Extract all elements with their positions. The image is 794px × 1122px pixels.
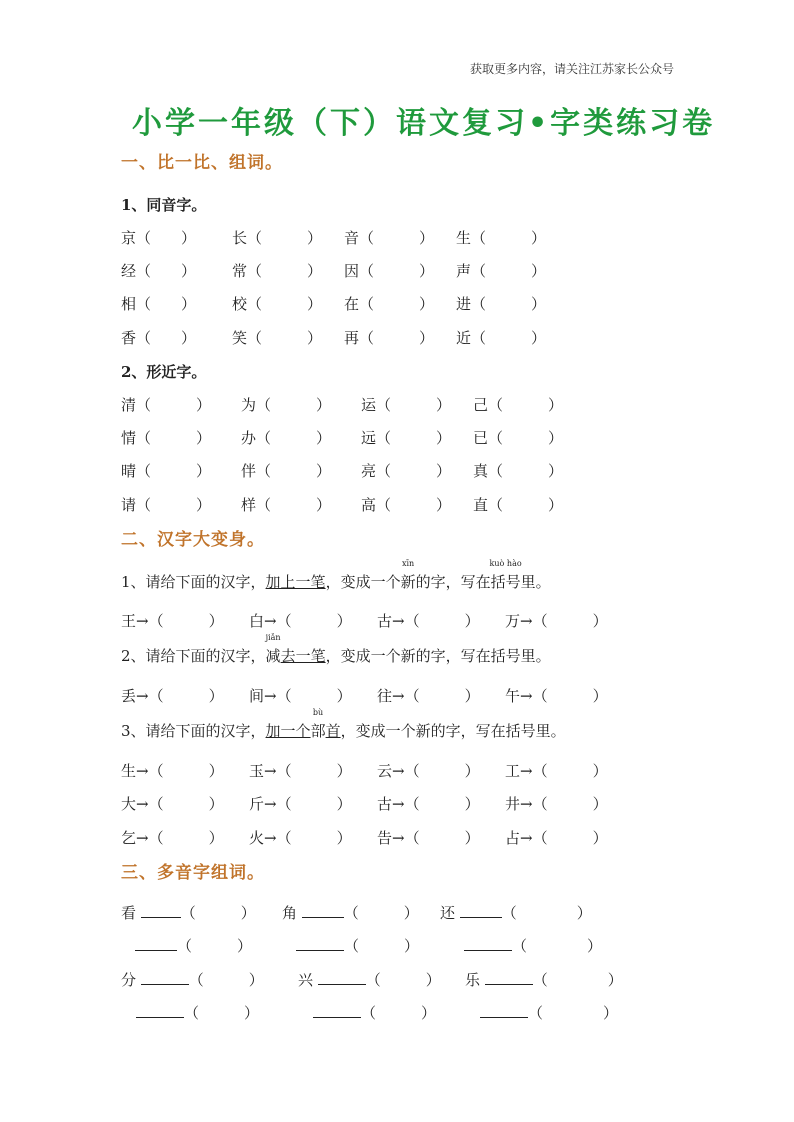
polyphone-entry [480, 1002, 618, 1023]
pinyin: jiǎn [265, 633, 281, 642]
similar-char-item: 直（ ） [473, 496, 564, 514]
answer-blank[interactable] [141, 970, 189, 985]
instruction-text: 1、请给下面的汉字， [121, 573, 266, 591]
polyphone-char: 还 [440, 904, 456, 922]
polyphone-entry [135, 935, 252, 956]
homophone-item: 因（ ） [344, 262, 435, 280]
paren: （ ） [180, 904, 256, 922]
hanzi: 去一笔 [280, 647, 326, 665]
instruction-1 [121, 559, 551, 592]
page-title: 小学一年级（下）语文复习•字类练习卷 [132, 106, 716, 141]
hanzi: 减 [265, 647, 281, 665]
polyphone-entry [136, 1002, 259, 1023]
homophone-item: 校（ ） [232, 295, 323, 313]
answer-blank[interactable] [302, 903, 344, 918]
pinyin-annotated-char [310, 708, 326, 741]
answer-blank[interactable] [318, 970, 366, 985]
similar-char-item: 已（ ） [473, 429, 564, 447]
answer-blank[interactable] [313, 1003, 361, 1018]
paren: （ ） [344, 937, 420, 955]
transform-item: 往→（ ） [377, 687, 480, 705]
section-2-heading: 二、汉字大变身。 [121, 530, 265, 550]
polyphone-entry [296, 935, 419, 956]
polyphone-char: 分 [121, 971, 137, 989]
answer-blank[interactable] [136, 1003, 184, 1018]
similar-char-item: 办（ ） [241, 429, 332, 447]
section-3-heading: 三、多音字组词。 [121, 863, 265, 883]
homophone-item: 近（ ） [456, 329, 547, 347]
transform-item: 古→（ ） [377, 612, 480, 630]
emphasis-text [265, 708, 341, 740]
similar-char-item: 情（ ） [121, 429, 212, 447]
similar-char-item: 高（ ） [361, 496, 452, 514]
instruction-3 [121, 708, 566, 741]
polyphone-char: 看 [121, 904, 137, 922]
homophone-item: 再（ ） [344, 329, 435, 347]
pinyin: bù [312, 708, 324, 717]
paren: （ ） [532, 971, 623, 989]
polyphone-entry [282, 902, 419, 923]
instruction-text: 里。 [520, 573, 551, 591]
hanzi: 新 [400, 573, 416, 591]
part-1-label: 1、同音字。 [121, 196, 207, 214]
homophone-item: 常（ ） [232, 262, 323, 280]
transform-item: 古→（ ） [377, 795, 480, 813]
pinyin-annotated-char [265, 633, 281, 666]
transform-item: 玉→（ ） [249, 762, 352, 780]
similar-char-item: 晴（ ） [121, 462, 212, 480]
similar-char-item: 样（ ） [241, 496, 332, 514]
transform-item: 丢→（ ） [121, 687, 224, 705]
transform-item: 万→（ ） [505, 612, 608, 630]
paren: （ ） [501, 904, 592, 922]
polyphone-entry [313, 1002, 436, 1023]
transform-item: 占→（ ） [505, 829, 608, 847]
hanzi: 部 [310, 722, 326, 740]
homophone-item: 在（ ） [344, 295, 435, 313]
polyphone-entry [121, 969, 264, 990]
transform-item: 井→（ ） [505, 795, 608, 813]
polyphone-entry [298, 969, 441, 990]
instruction-text: 2、请给下面的汉字， [121, 647, 266, 665]
answer-blank[interactable] [135, 936, 177, 951]
instruction-text: ，变成一个新的字，写在括号里。 [340, 722, 566, 740]
polyphone-char: 兴 [298, 971, 314, 989]
emphasis-text: 加上一笔 [265, 573, 326, 591]
instruction-text: ，变成一个新的字，写在括号里。 [325, 647, 551, 665]
homophone-item: 京（ ） [121, 229, 197, 247]
transform-item: 大→（ ） [121, 795, 224, 813]
transform-item: 间→（ ） [249, 687, 352, 705]
answer-blank[interactable] [480, 1003, 528, 1018]
paren: （ ） [177, 937, 253, 955]
polyphone-entry [121, 902, 256, 923]
similar-char-item: 清（ ） [121, 396, 212, 414]
paren: （ ） [188, 971, 264, 989]
pinyin: kuò hào [489, 559, 522, 568]
transform-item: 白→（ ） [249, 612, 352, 630]
homophone-item: 声（ ） [456, 262, 547, 280]
polyphone-entry [464, 935, 602, 956]
paren: （ ） [528, 1004, 619, 1022]
transform-item: 午→（ ） [505, 687, 608, 705]
pinyin-annotated-char [400, 559, 416, 592]
answer-blank[interactable] [141, 903, 181, 918]
polyphone-entry [465, 969, 623, 990]
answer-blank[interactable] [485, 970, 533, 985]
paren: （ ） [365, 971, 441, 989]
homophone-item: 音（ ） [344, 229, 435, 247]
answer-blank[interactable] [296, 936, 344, 951]
paren: （ ） [343, 904, 419, 922]
similar-char-item: 远（ ） [361, 429, 452, 447]
paren: （ ） [512, 937, 603, 955]
header-note: 获取更多内容，请关注江苏家长公众号 [470, 62, 675, 76]
transform-item: 云→（ ） [377, 762, 480, 780]
section-1-heading: 一、比一比、组词。 [121, 153, 283, 173]
polyphone-char: 乐 [465, 971, 481, 989]
transform-item: 火→（ ） [249, 829, 352, 847]
homophone-item: 经（ ） [121, 262, 197, 280]
similar-char-item: 为（ ） [241, 396, 332, 414]
transform-item: 生→（ ） [121, 762, 224, 780]
hanzi: 括号 [490, 573, 521, 591]
instruction-text: 3、请给下面的汉字， [121, 722, 266, 740]
answer-blank[interactable] [460, 903, 502, 918]
hanzi: 加一个 [265, 722, 311, 740]
instruction-2 [121, 633, 551, 666]
part-2-label: 2、形近字。 [121, 363, 207, 381]
pinyin: xīn [401, 559, 415, 568]
similar-char-item: 己（ ） [473, 396, 564, 414]
similar-char-item: 真（ ） [473, 462, 564, 480]
similar-char-item: 亮（ ） [361, 462, 452, 480]
instruction-text: ，变成一个 [325, 573, 401, 591]
homophone-item: 长（ ） [232, 229, 323, 247]
paren: （ ） [184, 1004, 260, 1022]
hanzi: 首 [325, 722, 341, 740]
similar-char-item: 请（ ） [121, 496, 212, 514]
paren: （ ） [361, 1004, 437, 1022]
transform-item: 工→（ ） [505, 762, 608, 780]
similar-char-item: 运（ ） [361, 396, 452, 414]
answer-blank[interactable] [464, 936, 512, 951]
transform-item: 王→（ ） [121, 612, 224, 630]
transform-item: 乞→（ ） [121, 829, 224, 847]
transform-item: 斤→（ ） [249, 795, 352, 813]
polyphone-entry [440, 902, 592, 923]
emphasis-text [265, 633, 326, 665]
pinyin-annotated-word [489, 559, 522, 592]
similar-char-item: 伴（ ） [241, 462, 332, 480]
homophone-item: 生（ ） [456, 229, 547, 247]
transform-item: 告→（ ） [377, 829, 480, 847]
polyphone-char: 角 [282, 904, 298, 922]
homophone-item: 笑（ ） [232, 329, 323, 347]
homophone-item: 进（ ） [456, 295, 547, 313]
homophone-item: 香（ ） [121, 329, 197, 347]
instruction-text: 的字，写在 [415, 573, 491, 591]
homophone-item: 相（ ） [121, 295, 197, 313]
